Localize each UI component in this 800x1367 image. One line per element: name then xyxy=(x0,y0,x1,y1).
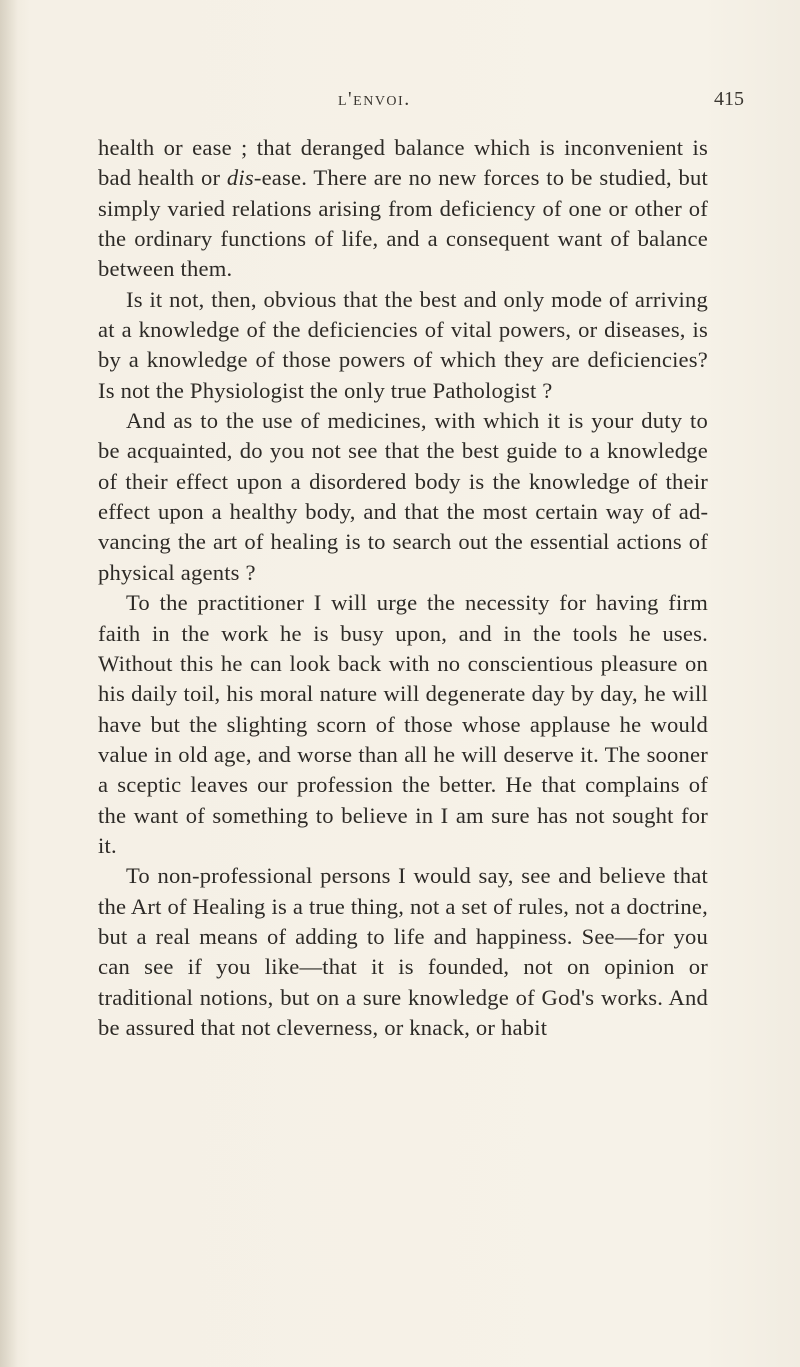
gutter-shadow xyxy=(0,0,18,1367)
running-head xyxy=(0,88,800,118)
paragraph-5: To non-professional persons I would say, see and believe that the Art of Healing is a true thing, not a set of rules, not a doctrine, but a real means of adding to life and happiness. See—for you can see if you like—that it is founded, not on opinion or traditional notions, but on a sure knowledge of God's works. And be assured that not cleverness, or knack, or habit xyxy=(98,863,708,1040)
body-text xyxy=(98,133,708,1043)
paragraph-1 xyxy=(98,133,708,285)
paragraph-2: Is it not, then, obvious that the best and only mode of arriving at a knowledge of the deficiencies of vital powers, or diseases, is by a knowledge of those powers of which they are deficiencies? Is not the Physiologist the only true Pathologist ? xyxy=(98,286,708,403)
paragraph-1-part-2: -ease. There are no new forces to be studied, but simply varied relations arising from deficiency of one or other of the ordinary functions of life, and a consequent want of balance between them. xyxy=(98,165,708,282)
italic-prefix: dis xyxy=(226,165,254,191)
paragraph-3: And as to the use of medicines, with which it is your duty to be acquainted, do you not see that the best guide to a knowledge of their effect upon a disordered body is the knowledge of their effect upon a healthy body, and that the most certain way of advancing the art of healing is to search out the essential actions of physical agents ? xyxy=(98,408,708,585)
page-number: 415 xyxy=(714,88,744,110)
paragraph-1-part-1: health or ease ; that deranged balance which is inconvenient is bad health or xyxy=(98,135,708,191)
running-title: l'envoi. xyxy=(338,88,411,110)
paragraph-4: To the practitioner I will urge the necessity for having firm faith in the work he is busy upon, and in the tools he uses. Without this he can look back with no conscientious pleasure on his daily toil, his moral nature will degenerate day by day, he will have but the slighting scorn of those whose applause he would value in old age, and worse than all he will deserve it. The sooner a sceptic leaves our profession the better. He that complains of the want of something to believe in I am sure has not sought for it. xyxy=(98,590,708,858)
